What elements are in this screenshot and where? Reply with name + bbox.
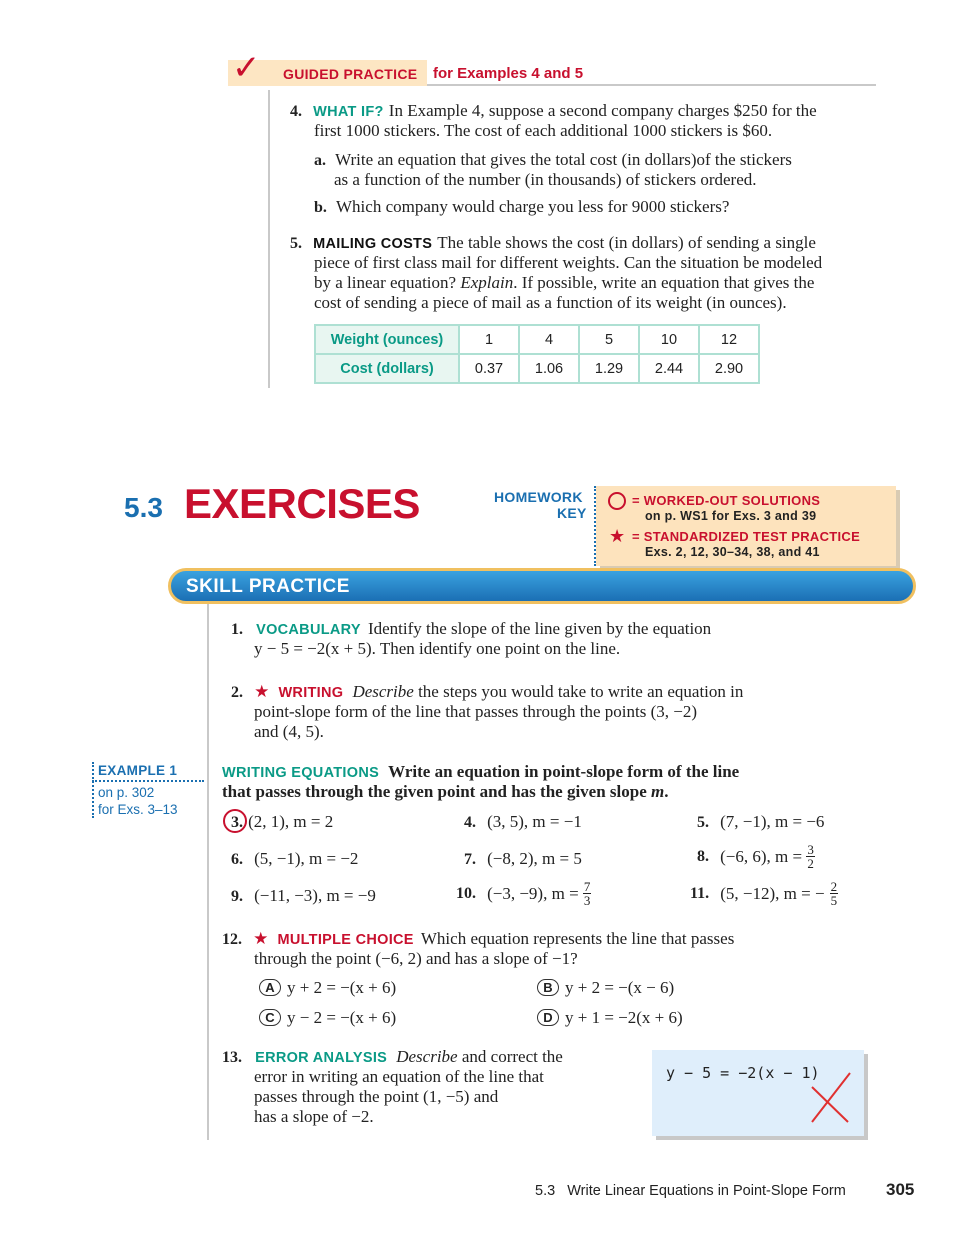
problem-text: (7, −1), m = −6 [720,812,825,831]
star-icon: ★ [609,526,626,547]
problem-4 [464,812,582,832]
exercise-text: the steps you would take to write an equation in [413,682,744,701]
table-row [315,325,759,354]
text-run: by a linear equation? [314,273,461,292]
part-text: as a function of the number (in thousands) of stickers ordered. [334,170,757,189]
problem-text: (−11, −3), m = −9 [254,886,376,905]
writing-equations-heading [222,762,739,782]
problem-text: (−8, 2), m = 5 [487,849,582,868]
exercise-label: WHAT IF? [313,104,384,120]
circle-icon [608,492,626,510]
choice-d[interactable] [537,1008,683,1028]
choice-b[interactable] [537,978,674,998]
exercise-text: passes through the point (1, −5) and [254,1087,499,1106]
worked-out-title: = WORKED-OUT SOLUTIONS [632,493,821,508]
choice-text: y + 2 = −(x − 6) [565,978,675,997]
page-title: EXERCISES [184,480,420,527]
section-label: WRITING EQUATIONS [222,765,380,781]
table-row [315,354,759,383]
problem-number: 3. [231,814,243,831]
choice-c[interactable] [259,1008,396,1028]
footer-section-title: 5.3 Write Linear Equations in Point-Slope Form [535,1183,846,1199]
problem-8 [697,843,815,870]
exercise-4 [290,101,817,121]
problem-number: 11. [690,885,710,902]
standardized-title: = STANDARDIZED TEST PRACTICE [632,529,861,544]
instruction-text: . [664,782,669,801]
example-ref-title: EXAMPLE 1 [98,763,178,778]
part-a [314,150,792,170]
table-cell: 4 [519,325,579,354]
exercise-number: 4. [290,103,302,120]
fraction [583,880,592,907]
exercise-text: piece of first class mail for different weights. Can the situation be modeled [314,253,823,272]
problem-number: 5. [697,814,709,831]
part-label: b. [314,199,327,216]
fraction [830,880,839,907]
problem-number: 10. [456,885,476,902]
choice-a[interactable] [259,978,396,998]
exercise-12 [222,929,734,949]
choice-text: y − 2 = −(x + 6) [287,1008,397,1027]
choice-text: y + 1 = −2(x + 6) [565,1008,683,1027]
problem-7 [464,849,582,869]
problem-9 [231,886,376,906]
exercise-number: 5. [290,235,302,252]
problem-text: (−3, −9), m = [487,883,583,903]
exercise-text: Identify the slope of the line given by the equation [367,619,712,638]
choice-letter: C [259,1009,281,1026]
table-cell: 10 [639,325,699,354]
problem-text: (3, 5), m = −1 [487,812,582,831]
page-number: 305 [886,1180,915,1199]
problem-3 [231,812,333,832]
exercise-number: 2. [231,684,243,701]
exercise-text [314,273,814,293]
part-text: Which company would charge you less for 9000 stickers? [336,197,730,216]
problem-text: (5, −12), m = − [720,883,825,903]
exercise-label: WRITING [278,685,344,701]
section-number: 5.3 [124,492,163,523]
table-cell: 2.90 [699,354,759,383]
exercise-text: point-slope form of the line that passes through the points (3, −2) [254,702,698,721]
exercise-text: error in writing an equation of the line that [254,1067,544,1086]
problem-11 [690,880,838,907]
example-ref-border [92,762,94,818]
exercise-text: In Example 4, suppose a second company charges $250 for the [388,101,817,120]
exercise-number: 12. [222,931,242,948]
exercise-text: The table shows the cost (in dollars) of sending a single [437,233,816,252]
problem-text: (5, −1), m = −2 [254,849,359,868]
instruction-text: Write an equation in point-slope form of the line [388,762,740,781]
exercise-text: and correct the [457,1047,563,1066]
numerator: 3 [807,842,814,857]
part-label: a. [314,152,326,169]
text-run-italic: Describe [352,682,414,701]
choice-text: y + 2 = −(x + 6) [287,978,397,997]
fraction [806,843,815,870]
denominator: 3 [583,893,591,908]
instruction-text: that passes through the given point and has the given slope [222,782,652,801]
table-header: Cost (dollars) [315,354,459,383]
standardized-sub: Exs. 2, 12, 30–34, 38, and 41 [645,545,820,559]
table-header: Weight (ounces) [315,325,459,354]
exercise-label: MAILING COSTS [313,236,433,252]
denominator: 2 [807,856,814,871]
numerator: 2 [830,879,838,894]
numerator: 7 [583,879,591,894]
example-ref-underline [92,780,204,782]
exercise-text: y − 5 = −2(x + 5). Then identify one point on the line. [254,639,621,658]
problem-number: 4. [464,814,476,831]
exercise-label: ERROR ANALYSIS [255,1050,388,1066]
table-cell: 0.37 [459,354,519,383]
exercise-label: VOCABULARY [256,622,361,638]
table-cell: 2.44 [639,354,699,383]
guided-practice-subtitle: for Examples 4 and 5 [433,65,584,82]
worked-out-sub: on p. WS1 for Exs. 3 and 39 [645,509,817,523]
table-cell: 1 [459,325,519,354]
choice-letter: A [259,979,281,996]
choice-letter: B [537,979,559,996]
mail-cost-table [314,324,760,384]
problem-5 [697,812,824,832]
homework-label: HOMEWORK [494,489,583,505]
text-run: . If possible, write an equation that gives the [513,273,815,292]
instruction-line [222,782,669,802]
text-run-italic: Describe [396,1047,458,1066]
choice-letter: D [537,1009,559,1026]
exercise-text: first 1000 stickers. The cost of each additional 1000 stickers is $60. [314,121,773,140]
problem-6 [231,849,358,869]
problem-number: 6. [231,851,243,868]
problem-number: 7. [464,851,476,868]
exercise-text: and (4, 5). [254,722,324,741]
problem-number: 9. [231,888,243,905]
part-text: Write an equation that gives the total cost (in dollars)of the stickers [335,150,792,169]
table-cell: 1.29 [579,354,639,383]
exercise-5 [290,233,816,253]
student-error-equation: y − 5 = −2(x − 1) [666,1064,820,1082]
table-cell: 12 [699,325,759,354]
checkmark-icon: ✓ [232,48,261,88]
denominator: 5 [830,893,838,908]
exercise-text: through the point (−6, 2) and has a slope of −1? [254,949,578,968]
guided-practice-title: GUIDED PRACTICE [283,66,418,82]
star-icon: ★ [253,929,269,949]
exercise-text: has a slope of −2. [254,1107,374,1126]
table-cell: 1.06 [519,354,579,383]
star-icon: ★ [254,682,270,702]
skill-practice-title: SKILL PRACTICE [186,576,350,597]
exercise-number: 1. [231,621,243,638]
example-ref-line1: on p. 302 [98,785,155,800]
exercise-text: Which equation represents the line that passes [420,929,735,948]
section-divider [207,604,209,1140]
problem-text: (2, 1), m = 2 [248,812,334,831]
exercise-13 [222,1047,563,1067]
table-cell: 5 [579,325,639,354]
text-run-italic: Explain [460,273,514,292]
guided-divider [268,90,270,388]
exercise-text: cost of sending a piece of mail as a function of its weight (in ounces). [314,293,787,312]
exercise-number: 13. [222,1049,242,1066]
x-mark-icon [808,1070,854,1124]
homework-key-label: KEY [557,505,587,521]
exercise-label: MULTIPLE CHOICE [277,932,414,948]
example-ref-line2: for Exs. 3–13 [98,802,178,817]
exercise-2 [231,682,743,702]
exercise-1 [231,619,711,639]
problem-number: 8. [697,848,709,865]
math-variable: m [651,782,665,801]
part-b [314,197,729,217]
problem-text: (−6, 6), m = [720,846,807,866]
problem-10 [456,880,591,907]
